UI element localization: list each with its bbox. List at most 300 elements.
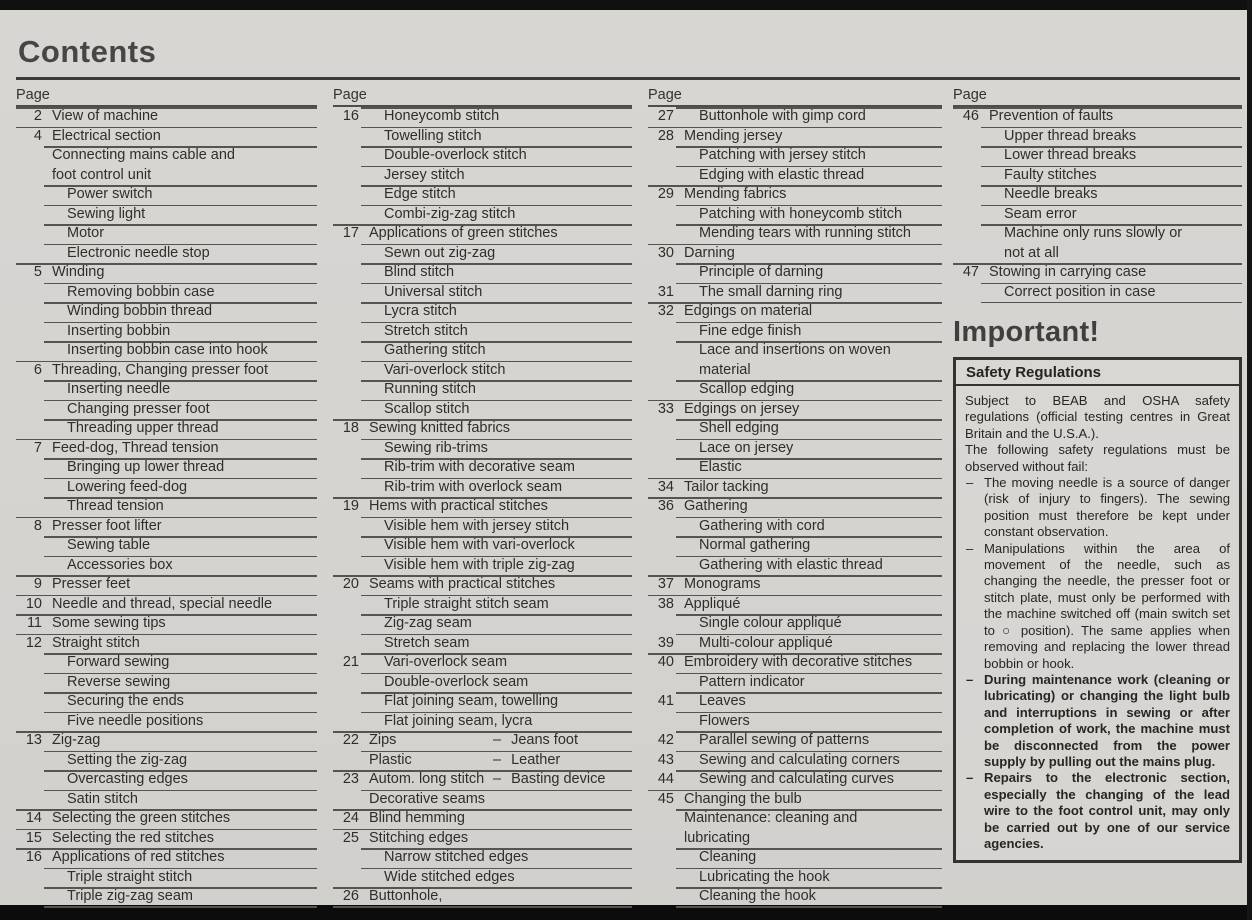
toc-row — [648, 361, 942, 381]
toc-entry-label: Zig-zag — [52, 732, 101, 748]
page-number: 4 — [33, 127, 42, 144]
toc-row — [648, 653, 942, 673]
toc-entry-label: Lace and insertions on woven — [699, 342, 891, 358]
toc-entry-label: Wide stitched edges — [384, 868, 515, 885]
toc-entry-label: Multi-colour appliqué — [699, 634, 833, 651]
page-number: 24 — [342, 810, 359, 826]
toc-row — [333, 224, 632, 244]
page-number: 6 — [33, 361, 42, 378]
toc-entry-label: Darning — [684, 244, 735, 261]
toc-row — [648, 224, 942, 244]
toc-row — [648, 185, 942, 205]
toc-row — [16, 731, 317, 751]
toc-entry-label: foot control unit — [52, 166, 152, 183]
page-number: 31 — [657, 283, 674, 300]
scan-edge-right — [1247, 0, 1252, 920]
toc-entry-label: Electronic needle stop — [67, 244, 210, 261]
page-number: 39 — [657, 634, 674, 651]
toc-entry-label: Gathering with elastic thread — [699, 556, 883, 573]
title-rule — [16, 77, 1240, 80]
toc-row — [333, 341, 632, 361]
toc-entry-label: Leaves — [699, 693, 746, 709]
toc-entry-label: Embroidery with decorative stitches — [684, 654, 913, 670]
toc-row — [648, 731, 942, 751]
toc-entry-label: Inserting bobbin case into hook — [67, 342, 268, 358]
toc-row — [648, 341, 942, 361]
toc-row — [333, 166, 632, 186]
toc-row — [333, 536, 632, 556]
toc-row — [648, 205, 942, 225]
toc-row — [16, 107, 317, 127]
toc-row — [16, 829, 317, 849]
toc-entry-label: Jersey stitch — [384, 166, 465, 183]
toc-row — [333, 634, 632, 654]
toc-entry-label: Applications of green stitches — [369, 225, 558, 241]
toc-row — [648, 283, 942, 303]
toc-row — [16, 536, 317, 556]
toc-entry-label: Overcasting edges — [67, 771, 188, 787]
toc-entry-label: Changing the bulb — [684, 790, 802, 807]
toc-entry-label: Changing presser foot — [67, 400, 210, 417]
page-number: 36 — [657, 498, 674, 514]
bullet-dash: – — [966, 475, 974, 491]
toc-entry-label: Buttonhole with gimp cord — [699, 108, 866, 124]
toc-row — [648, 146, 942, 166]
toc-row — [648, 458, 942, 478]
toc-row — [333, 517, 632, 537]
toc-row — [333, 809, 632, 829]
toc-entry-label: Parallel sewing of patterns — [699, 732, 870, 748]
toc-row — [16, 166, 317, 186]
toc-entry-label: Some sewing tips — [52, 615, 166, 631]
toc-row — [333, 712, 632, 732]
toc-row — [953, 205, 1242, 225]
toc-entry-label: Shell edging — [699, 420, 779, 436]
toc-row — [16, 458, 317, 478]
toc-row — [953, 127, 1242, 147]
toc-row — [16, 419, 317, 439]
toc-column-2 — [333, 86, 632, 907]
toc-entry-label: Removing bobbin case — [67, 283, 215, 300]
safety-rule-item: – Repairs to the electronic section, especially the changing of the lead wire to the foot control unit, may only be carried out by one of our service agencies. — [966, 770, 1230, 851]
toc-entry-label: Threading upper thread — [67, 420, 219, 436]
toc-entry-label: Buttonhole, — [369, 888, 443, 904]
toc-entry-label: Mending fabrics — [684, 186, 787, 202]
page-number: 5 — [33, 264, 42, 280]
toc-row — [333, 322, 632, 342]
toc-entry-label: Scallop edging — [699, 381, 795, 397]
page-number: 7 — [33, 439, 42, 456]
toc-column-1 — [16, 86, 317, 907]
page-number: 2 — [33, 108, 42, 124]
page-number: 32 — [657, 303, 674, 319]
toc-entry-label: Lace on jersey — [699, 439, 794, 456]
toc-entry-accessory-label: Basting device — [511, 771, 606, 787]
toc-row — [333, 205, 632, 225]
toc-row — [648, 244, 942, 264]
toc-row — [16, 790, 317, 810]
toc-row — [953, 166, 1242, 186]
toc-row — [333, 439, 632, 459]
toc-row — [648, 497, 942, 517]
bullet-dash: – — [966, 671, 974, 687]
toc-entry-label: Faulty stitches — [1004, 166, 1097, 183]
toc-entry-label: Stretch stitch — [384, 322, 468, 339]
toc-row — [333, 458, 632, 478]
toc-entry-label: Correct position in case — [1004, 283, 1156, 300]
toc-row — [16, 770, 317, 790]
toc-row — [648, 770, 942, 790]
toc-row — [333, 575, 632, 595]
toc-entry-label: Double-overlock seam — [384, 673, 529, 690]
toc-row — [648, 263, 942, 283]
toc-entry-label: Setting the zig-zag — [67, 751, 188, 768]
toc-row — [333, 653, 632, 673]
toc-row — [333, 770, 632, 790]
column-page-header: Page — [648, 86, 942, 107]
toc-row — [333, 107, 632, 127]
toc-entry-label: not at all — [1004, 244, 1059, 261]
toc-row — [16, 380, 317, 400]
toc-row — [333, 146, 632, 166]
toc-entry-label: View of machine — [52, 108, 159, 124]
toc-row — [648, 887, 942, 907]
page-number: 9 — [33, 576, 42, 592]
toc-row — [648, 829, 942, 849]
page-number: 12 — [25, 634, 42, 651]
toc-row — [648, 848, 942, 868]
toc-entry-label: Edging with elastic thread — [699, 166, 865, 183]
page-number: 8 — [33, 517, 42, 534]
toc-entry-label: Straight stitch — [52, 634, 140, 651]
toc-entry-label: Five needle positions — [67, 712, 204, 729]
safety-rule-item: – The moving needle is a source of danger (risk of injury to fingers). The sewing position must therefore be kept under constant observation. — [966, 475, 1230, 540]
safety-regulations-box — [953, 357, 1242, 863]
toc-row — [16, 185, 317, 205]
toc-row — [16, 127, 317, 147]
toc-row — [648, 595, 942, 615]
toc-entry-label: Mending tears with running stitch — [699, 225, 911, 241]
toc-entry-label: Visible hem with triple zig-zag — [384, 556, 575, 573]
toc-entry-label: Machine only runs slowly or — [1004, 225, 1183, 241]
toc-entry-label: Edge stitch — [384, 186, 456, 202]
toc-row — [16, 653, 317, 673]
toc-row — [333, 595, 632, 615]
toc-row — [648, 536, 942, 556]
toc-row — [333, 829, 632, 849]
toc-entry-label: Sewing and calculating corners — [699, 751, 900, 768]
toc-entry-label: Hems with practical stitches — [369, 498, 548, 514]
toc-entry-label: Stowing in carrying case — [989, 264, 1147, 280]
safety-box-title: Safety Regulations — [956, 360, 1239, 386]
toc-row — [648, 692, 942, 712]
toc-entry-label: Rib-trim with decorative seam — [384, 459, 575, 475]
toc-entry-label: Selecting the red stitches — [52, 829, 215, 846]
toc-entry-label: Gathering stitch — [384, 342, 486, 358]
toc-entry-label: Visible hem with jersey stitch — [384, 517, 570, 534]
toc-row — [16, 868, 317, 888]
toc-entry-label: Elastic — [699, 459, 742, 475]
column-page-header: Page — [16, 86, 317, 107]
toc-row — [333, 400, 632, 420]
toc-row — [648, 166, 942, 186]
page-number: 16 — [25, 849, 42, 865]
toc-row — [333, 263, 632, 283]
toc-entry-label: Inserting bobbin — [67, 322, 171, 339]
toc-row — [333, 244, 632, 264]
toc-entry-label: Triple straight stitch seam — [384, 595, 549, 612]
toc-row — [333, 692, 632, 712]
toc-row — [16, 751, 317, 771]
toc-entry-label: Plastic — [369, 751, 412, 768]
toc-row — [333, 283, 632, 303]
toc-row — [333, 302, 632, 322]
toc-row — [953, 107, 1242, 127]
toc-row — [16, 712, 317, 732]
page-number: 15 — [25, 829, 42, 846]
toc-entry-label: Satin stitch — [67, 790, 138, 807]
toc-entry-label: Flat joining seam, towelling — [384, 693, 559, 709]
page-number: 18 — [342, 420, 359, 436]
toc-column-4 — [953, 86, 1242, 863]
toc-row — [16, 575, 317, 595]
toc-entry-label: Sewing rib-trims — [384, 439, 488, 456]
page-number: 25 — [342, 829, 359, 846]
toc-row — [333, 478, 632, 498]
toc-entry-label: Double-overlock stitch — [384, 147, 527, 163]
toc-entry-label: Patching with honeycomb stitch — [699, 205, 903, 222]
toc-row — [953, 244, 1242, 264]
toc-row — [16, 634, 317, 654]
dash-separator: – — [493, 751, 502, 768]
page-number: 11 — [26, 615, 42, 631]
toc-entry-label: Bringing up lower thread — [67, 459, 225, 475]
toc-row — [953, 185, 1242, 205]
toc-entry-label: Upper thread breaks — [1004, 127, 1137, 144]
toc-row — [16, 809, 317, 829]
page-number: 26 — [342, 888, 359, 904]
toc-row — [648, 400, 942, 420]
toc-entry-label: Presser foot lifter — [52, 517, 162, 534]
toc-row — [16, 673, 317, 693]
toc-entry-label: Combi-zig-zag stitch — [384, 205, 516, 222]
toc-entry-label: Stitching edges — [369, 829, 469, 846]
toc-entry-label: Principle of darning — [699, 264, 824, 280]
toc-entry-accessory-label: Jeans foot — [511, 732, 578, 748]
toc-entry-label: Securing the ends — [67, 693, 184, 709]
toc-entry-label: Inserting needle — [67, 381, 171, 397]
page-number: 45 — [657, 790, 674, 807]
toc-row — [333, 185, 632, 205]
toc-row — [16, 361, 317, 381]
page-number: 28 — [657, 127, 674, 144]
toc-entry-label: Prevention of faults — [989, 108, 1114, 124]
toc-entry-label: Rib-trim with overlock seam — [384, 478, 563, 495]
toc-entry-label: The small darning ring — [699, 283, 843, 300]
toc-row — [648, 419, 942, 439]
toc-row — [16, 341, 317, 361]
toc-entry-label: Winding — [52, 264, 105, 280]
toc-entry-label: Gathering with cord — [699, 517, 825, 534]
toc-entry-label: Thread tension — [67, 498, 164, 514]
toc-row — [333, 673, 632, 693]
toc-row — [648, 127, 942, 147]
toc-entry-label: Cleaning — [699, 849, 757, 865]
toc-row — [648, 302, 942, 322]
toc-entry-label: Towelling stitch — [384, 127, 482, 144]
page-number: 22 — [342, 732, 359, 748]
toc-entry-label: Vari-overlock seam — [384, 654, 508, 670]
toc-entry-label: Seam error — [1004, 205, 1077, 222]
toc-row — [333, 868, 632, 888]
toc-row — [333, 731, 632, 751]
toc-row — [16, 595, 317, 615]
page-number: 46 — [962, 108, 979, 124]
toc-entry-label: Narrow stitched edges — [384, 849, 529, 865]
page-number: 21 — [342, 654, 359, 670]
toc-entry-label: Sewing knitted fabrics — [369, 420, 511, 436]
toc-row — [16, 848, 317, 868]
page-number: 29 — [657, 186, 674, 202]
toc-row — [16, 614, 317, 634]
page-number: 41 — [657, 693, 674, 709]
toc-row — [333, 127, 632, 147]
toc-row — [953, 146, 1242, 166]
toc-entry-label: Edgings on material — [684, 303, 813, 319]
toc-row — [648, 380, 942, 400]
toc-row — [648, 322, 942, 342]
toc-entry-label: Universal stitch — [384, 283, 483, 300]
toc-row — [16, 517, 317, 537]
scan-edge-top — [0, 0, 1252, 10]
toc-row — [648, 439, 942, 459]
toc-row — [333, 380, 632, 400]
toc-row — [648, 751, 942, 771]
toc-row — [333, 497, 632, 517]
bullet-dash: – — [966, 770, 974, 786]
toc-entry-label: Stretch seam — [384, 634, 470, 651]
toc-entry-label: Motor — [67, 225, 105, 241]
page-number: 30 — [657, 244, 674, 261]
toc-row — [16, 224, 317, 244]
toc-entry-label: Maintenance: cleaning and — [684, 810, 858, 826]
toc-row — [953, 283, 1242, 303]
toc-row — [16, 692, 317, 712]
page-number: 33 — [657, 400, 674, 417]
toc-row — [16, 478, 317, 498]
toc-entry-label: Monograms — [684, 576, 761, 592]
toc-entry-label: Lubricating the hook — [699, 868, 830, 885]
toc-row — [953, 224, 1242, 244]
toc-entry-label: Feed-dog, Thread tension — [52, 439, 219, 456]
toc-row — [648, 556, 942, 576]
toc-entry-label: Forward sewing — [67, 654, 170, 670]
toc-entry-label: Needle and thread, special needle — [52, 595, 273, 612]
page-number: 23 — [342, 771, 359, 787]
toc-entry-label: Autom. long stitch — [369, 771, 485, 787]
toc-entry-label: lubricating — [684, 829, 751, 846]
toc-entry-label: Reverse sewing — [67, 673, 171, 690]
toc-entry-label: Zig-zag seam — [384, 615, 472, 631]
page-number: 19 — [342, 498, 359, 514]
safety-rule-item: – During maintenance work (cleaning or lubricating) or changing the light bulb and interruptions in sewing or after completion of work, the machine must be disconnected from the power supply by pulling out the mains plug. — [966, 671, 1230, 769]
safety-intro-paragraph: The following safety regulations must be observed without fail: — [965, 442, 1230, 474]
toc-row — [16, 146, 317, 166]
toc-entry-label: Sewing light — [67, 205, 146, 222]
toc-entry-label: Needle breaks — [1004, 186, 1098, 202]
toc-entry-label: Scallop stitch — [384, 400, 470, 417]
toc-entry-label: Sewn out zig-zag — [384, 244, 496, 261]
page-number: 17 — [342, 225, 359, 241]
page-title: Contents — [18, 34, 157, 69]
toc-row — [648, 517, 942, 537]
toc-entry-label: Single colour appliqué — [699, 615, 842, 631]
toc-entry-label: Power switch — [67, 186, 153, 202]
toc-row — [333, 887, 632, 907]
toc-row — [648, 868, 942, 888]
toc-row — [648, 575, 942, 595]
toc-entry-label: Tailor tacking — [684, 478, 769, 495]
toc-row — [333, 790, 632, 810]
toc-entry-label: Sewing and calculating curves — [699, 771, 895, 787]
toc-row — [333, 419, 632, 439]
page-number: 34 — [657, 478, 674, 495]
toc-row — [333, 751, 632, 771]
toc-row — [16, 556, 317, 576]
toc-row — [16, 439, 317, 459]
toc-entry-label: Winding bobbin thread — [67, 303, 213, 319]
toc-entry-label: Running stitch — [384, 381, 476, 397]
toc-entry-label: Vari-overlock stitch — [384, 361, 506, 378]
page-number: 10 — [25, 595, 42, 612]
toc-entry-label: Selecting the green stitches — [52, 810, 231, 826]
toc-entry-label: Flat joining seam, lycra — [384, 712, 533, 729]
toc-row — [16, 205, 317, 225]
toc-row — [16, 400, 317, 420]
page-number: 40 — [657, 654, 674, 670]
toc-entry-label: Decorative seams — [369, 790, 486, 807]
toc-entry-accessory-label: Leather — [511, 751, 561, 768]
toc-row — [648, 614, 942, 634]
page-number: 47 — [962, 264, 979, 280]
toc-row — [648, 790, 942, 810]
toc-row — [648, 107, 942, 127]
column-page-header: Page — [953, 86, 1242, 107]
toc-column-3 — [648, 86, 942, 907]
dash-separator: – — [493, 732, 502, 748]
page-number: 44 — [657, 771, 674, 787]
toc-entry-label: Zips — [369, 732, 397, 748]
toc-row — [648, 634, 942, 654]
toc-entry-label: Blind stitch — [384, 264, 455, 280]
page-number: 27 — [657, 108, 674, 124]
toc-entry-label: Mending jersey — [684, 127, 783, 144]
toc-entry-label: Applications of red stitches — [52, 849, 225, 865]
toc-entry-label: Electrical section — [52, 127, 161, 144]
toc-row — [16, 322, 317, 342]
page-number: 43 — [657, 751, 674, 768]
toc-entry-label: Normal gathering — [699, 537, 811, 553]
toc-row — [16, 302, 317, 322]
toc-entry-label: Visible hem with vari-overlock — [384, 537, 575, 553]
important-heading: Important! — [953, 316, 1100, 348]
toc-row — [648, 478, 942, 498]
toc-entry-label: Appliqué — [684, 595, 741, 612]
toc-row — [648, 809, 942, 829]
toc-entry-label: Lycra stitch — [384, 303, 457, 319]
toc-row — [648, 673, 942, 693]
toc-entry-label: Flowers — [699, 712, 750, 729]
